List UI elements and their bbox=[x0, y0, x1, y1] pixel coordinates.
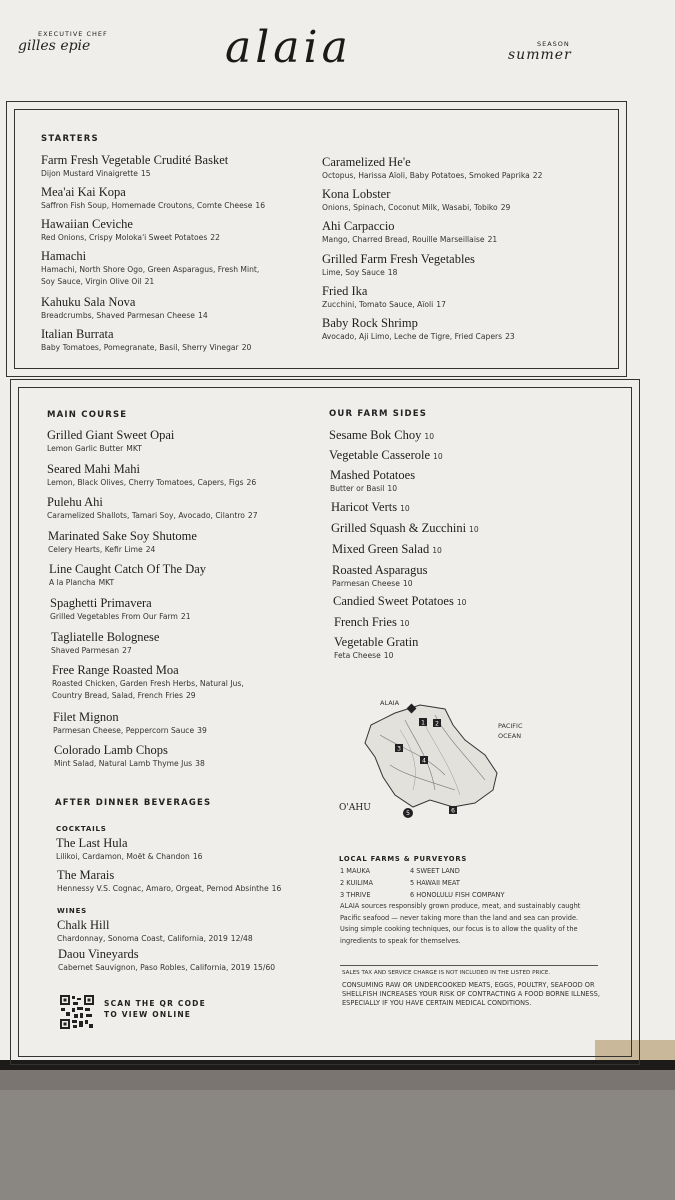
main-item-desc bbox=[47, 443, 174, 455]
starter-item-desc bbox=[41, 232, 220, 244]
side-item-price: 10 bbox=[383, 651, 394, 660]
side-item-name-text: Grilled Squash & Zucchini bbox=[331, 521, 467, 535]
side-item-name bbox=[333, 594, 467, 609]
starter-item-desc-text: Soy Sauce, Virgin Olive Oil bbox=[41, 277, 142, 286]
cocktail-item-desc bbox=[57, 883, 281, 895]
side-item-desc-text: Feta Cheese bbox=[334, 651, 381, 660]
main-item-name bbox=[47, 428, 174, 443]
main-item-price: 39 bbox=[197, 726, 207, 735]
starters-title: STARTERS bbox=[41, 134, 99, 144]
wine-item bbox=[58, 947, 275, 974]
side-item-name-text: Haricot Verts bbox=[331, 500, 398, 514]
cocktail-item bbox=[57, 868, 281, 895]
main-item-price: 24 bbox=[145, 545, 156, 554]
starter-item-desc bbox=[322, 202, 510, 214]
starter-item-price: 22 bbox=[532, 171, 543, 180]
starter-item-price: 18 bbox=[387, 268, 398, 277]
starter-item-name bbox=[322, 316, 515, 331]
chef-label: EXECUTIVE CHEF bbox=[38, 30, 108, 38]
main-item-name bbox=[52, 663, 244, 678]
food-safety-line: SHELLFISH INCREASES YOUR RISK OF CONTRACTING A FOOD BORNE ILLNESS, bbox=[342, 990, 600, 998]
main-item-price: 26 bbox=[246, 478, 257, 487]
starter-item-price: 20 bbox=[241, 343, 252, 352]
main-item bbox=[47, 495, 258, 522]
main-item-name-text: Marinated Sake Soy Shutome bbox=[48, 529, 197, 543]
side-item-name-text: Vegetable Casserole bbox=[329, 448, 431, 462]
starter-item-name-text: Italian Burrata bbox=[41, 327, 114, 341]
side-item-desc-text: Butter or Basil bbox=[330, 484, 385, 493]
chef-name: gilles epie bbox=[18, 38, 91, 54]
main-item-desc-text: Celery Hearts, Kefir Lime bbox=[48, 545, 143, 554]
side-item-price: 10 bbox=[402, 579, 413, 588]
side-item-name-text: Mashed Potatoes bbox=[330, 468, 416, 482]
starter-item-desc-text: Octopus, Harissa Aïoli, Baby Potatoes, Smoked Paprika bbox=[322, 171, 530, 180]
side-item-name-text: French Fries bbox=[334, 615, 397, 629]
cocktail-item-desc bbox=[56, 851, 203, 863]
main-item-desc-text: Roasted Chicken, Garden Fresh Herbs, Natural Jus, bbox=[52, 679, 244, 688]
starter-item-name bbox=[41, 217, 220, 232]
main-item-name bbox=[47, 495, 258, 510]
food-safety-line: ESPECIALLY IF YOU HAVE CERTAIN MEDICAL CONDITIONS. bbox=[342, 999, 532, 1007]
starter-item-desc bbox=[322, 170, 542, 182]
starter-item-name-text: Kahuku Sala Nova bbox=[41, 295, 136, 309]
side-item bbox=[334, 615, 410, 630]
side-item-name-text: Candied Sweet Potatoes bbox=[333, 594, 454, 608]
map-label-alaia: ALAIA bbox=[380, 699, 400, 707]
main-item bbox=[54, 743, 205, 770]
side-item bbox=[329, 448, 443, 463]
main-item-name-text: Colorado Lamb Chops bbox=[54, 743, 168, 757]
side-item bbox=[334, 635, 418, 662]
side-item-desc-text: Parmesan Cheese bbox=[332, 579, 400, 588]
side-item-name bbox=[329, 448, 443, 463]
side-item-name-text: Vegetable Gratin bbox=[334, 635, 419, 649]
wine-item-price: 15/60 bbox=[253, 963, 276, 972]
qr-code-icon[interactable] bbox=[60, 995, 94, 1029]
starter-item-desc bbox=[322, 299, 446, 311]
side-item-price: 10 bbox=[399, 619, 410, 628]
side-item-price: 10 bbox=[400, 504, 410, 513]
main-item-desc-text: Shaved Parmesan bbox=[51, 646, 120, 655]
map-label-pacific: PACIFIC bbox=[498, 722, 523, 730]
main-item bbox=[51, 630, 159, 657]
wine-item-name bbox=[58, 947, 275, 962]
main-item-name bbox=[48, 529, 197, 544]
side-item-price: 10 bbox=[456, 598, 467, 607]
starter-item-name bbox=[322, 155, 542, 170]
starter-item-desc-text: Baby Tomatoes, Pomegranate, Basil, Sherry Vinegar bbox=[41, 343, 239, 352]
starter-item-desc bbox=[322, 331, 515, 343]
side-item-name bbox=[334, 635, 418, 650]
table-surface bbox=[0, 1070, 675, 1200]
side-item-name-text: Sesame Bok Choy bbox=[329, 428, 422, 442]
season-value: summer bbox=[508, 47, 572, 63]
main-course-title: MAIN COURSE bbox=[47, 410, 128, 420]
starter-item-name-text: Mea'ai Kai Kopa bbox=[41, 185, 126, 199]
starter-item-price: 14 bbox=[197, 311, 208, 320]
farm-name: 4 SWEET LAND bbox=[410, 867, 460, 875]
main-item-price: MKT bbox=[98, 578, 115, 587]
starter-item bbox=[41, 249, 259, 288]
wine-item-name bbox=[57, 918, 253, 933]
side-item-price: 10 bbox=[469, 525, 479, 534]
wine-item-price: 12/48 bbox=[230, 934, 253, 943]
season-label: SEASON bbox=[537, 40, 570, 48]
cocktail-item-name bbox=[56, 836, 203, 851]
starter-item bbox=[41, 295, 208, 322]
logo: alaia bbox=[225, 22, 352, 73]
starter-item-name-text: Baby Rock Shrimp bbox=[322, 316, 418, 330]
cocktail-item-price: 16 bbox=[271, 884, 282, 893]
side-item-name-text: Mixed Green Salad bbox=[332, 542, 430, 556]
starter-item-name bbox=[322, 284, 446, 299]
main-item-desc bbox=[51, 645, 159, 657]
starter-item-desc bbox=[41, 264, 259, 276]
wine-item-desc bbox=[57, 933, 253, 945]
starter-item-name bbox=[41, 249, 259, 264]
starter-item-desc bbox=[41, 200, 265, 212]
starter-item-name bbox=[41, 153, 228, 168]
starter-item-name-text: Ahi Carpaccio bbox=[322, 219, 395, 233]
main-item bbox=[53, 710, 207, 737]
farm-name: 5 HAWAII MEAT bbox=[410, 879, 460, 887]
wine-item-name-text: Chalk Hill bbox=[57, 918, 110, 932]
starter-item-price: 16 bbox=[255, 201, 266, 210]
blurb-line: Pacific seafood — never taking more than the land and sea can provide. bbox=[340, 913, 579, 922]
main-item-price: 27 bbox=[247, 511, 258, 520]
main-item bbox=[47, 462, 256, 489]
side-item-desc bbox=[330, 483, 415, 495]
wine-item-name-text: Daou Vineyards bbox=[58, 947, 139, 961]
main-item-desc bbox=[47, 510, 258, 522]
side-item-name bbox=[331, 521, 479, 536]
main-item-desc-text: Lemon, Black Olives, Cherry Tomatoes, Capers, Figs bbox=[47, 478, 244, 487]
starter-item-desc-text: Lime, Soy Sauce bbox=[322, 268, 385, 277]
starter-item bbox=[41, 217, 220, 244]
main-item-name bbox=[53, 710, 207, 725]
cocktail-item-desc-text: Hennessy V.S. Cognac, Amaro, Orgeat, Pernod Absinthe bbox=[57, 884, 269, 893]
wines-label: WINES bbox=[57, 907, 88, 915]
beverages-title: AFTER DINNER BEVERAGES bbox=[55, 798, 212, 808]
side-item-price: 10 bbox=[387, 484, 398, 493]
starter-item-name bbox=[41, 185, 265, 200]
starter-item bbox=[322, 219, 497, 246]
main-item-name bbox=[54, 743, 205, 758]
main-item-desc bbox=[50, 611, 191, 623]
side-item bbox=[332, 563, 427, 590]
main-item bbox=[52, 663, 244, 702]
oahu-map bbox=[335, 695, 575, 825]
starter-item bbox=[41, 185, 265, 212]
side-item-desc bbox=[334, 650, 418, 662]
main-item-price: 21 bbox=[180, 612, 191, 621]
wine-item-desc bbox=[58, 962, 275, 974]
farm-name: 6 HONOLULU FISH COMPANY bbox=[410, 891, 505, 899]
main-item-price: 29 bbox=[185, 691, 196, 700]
starter-item-name bbox=[41, 327, 251, 342]
farm-name: 3 THRIVE bbox=[340, 891, 371, 899]
wine-item-desc-text: Chardonnay, Sonoma Coast, California, 2019 bbox=[57, 934, 228, 943]
main-item-desc bbox=[54, 758, 205, 770]
side-item-desc bbox=[332, 578, 427, 590]
side-item-name bbox=[332, 542, 442, 557]
farm-name: 2 KUILIMA bbox=[340, 879, 374, 887]
blurb-line: ingredients to speak for themselves. bbox=[340, 936, 461, 945]
wine-item-desc-text: Cabernet Sauvignon, Paso Robles, California, 2019 bbox=[58, 963, 251, 972]
starter-item-name-text: Grilled Farm Fresh Vegetables bbox=[322, 252, 475, 266]
main-item-name-text: Spaghetti Primavera bbox=[50, 596, 152, 610]
main-item-name-text: Seared Mahi Mahi bbox=[47, 462, 141, 476]
main-item-name-text: Free Range Roasted Moa bbox=[52, 663, 179, 677]
main-item bbox=[47, 428, 174, 455]
side-item bbox=[330, 468, 415, 495]
starter-item-price: 21 bbox=[144, 277, 155, 286]
cocktails-label: COCKTAILS bbox=[56, 825, 107, 833]
starter-item-name bbox=[322, 252, 475, 267]
tax-notice: SALES TAX AND SERVICE CHARGE IS NOT INCLUDED IN THE LISTED PRICE. bbox=[342, 970, 551, 976]
starter-item-name-text: Caramelized He'e bbox=[322, 155, 411, 169]
main-item-name-text: Filet Mignon bbox=[53, 710, 119, 724]
cocktail-item bbox=[56, 836, 203, 863]
side-item-name bbox=[331, 500, 410, 515]
side-item-price: 10 bbox=[433, 452, 443, 461]
starter-item bbox=[41, 327, 251, 354]
wine-item bbox=[57, 918, 253, 945]
starter-item bbox=[322, 252, 475, 279]
map-label-ocean: OCEAN bbox=[498, 732, 522, 740]
cocktail-item-price: 16 bbox=[192, 852, 203, 861]
side-item-name bbox=[334, 615, 410, 630]
starter-item bbox=[322, 155, 542, 182]
map-label-island: O'AHU bbox=[339, 803, 371, 813]
side-item bbox=[332, 542, 442, 557]
side-item-price: 10 bbox=[424, 432, 435, 441]
starter-item-desc bbox=[41, 168, 228, 180]
starter-item bbox=[322, 316, 515, 343]
blurb-line: Using simple cooking techniques, our focus is to allow the quality of the bbox=[340, 925, 578, 933]
starter-item-desc-text: Saffron Fish Soup, Homemade Croutons, Comte Cheese bbox=[41, 201, 253, 210]
starter-item-price: 23 bbox=[505, 332, 515, 341]
starter-item-desc bbox=[322, 267, 475, 279]
map-marker-2: 2 bbox=[435, 720, 439, 728]
main-item-desc-text: Country Bread, Salad, French Fries bbox=[52, 691, 183, 700]
starter-item-desc-text: Onions, Spinach, Coconut Milk, Wasabi, Tobiko bbox=[322, 203, 498, 212]
main-item-desc-text: Grilled Vegetables From Our Farm bbox=[50, 612, 178, 621]
starter-item-name-text: Kona Lobster bbox=[322, 187, 391, 201]
side-item-price: 10 bbox=[432, 546, 442, 555]
qr-line-2: TO VIEW ONLINE bbox=[104, 1010, 192, 1019]
starter-item-desc-text: Dijon Mustard Vinaigrette bbox=[41, 169, 138, 178]
starter-item-name bbox=[322, 187, 510, 202]
side-item bbox=[329, 428, 434, 443]
main-item-desc-text: Mint Salad, Natural Lamb Thyme Jus bbox=[54, 759, 193, 768]
map-marker-6: 6 bbox=[451, 807, 455, 815]
main-item-desc bbox=[52, 678, 244, 690]
starter-item-price: 22 bbox=[210, 233, 220, 242]
farm-sides-title: OUR FARM SIDES bbox=[329, 409, 428, 419]
starter-item bbox=[41, 153, 228, 180]
map-marker-1: 1 bbox=[421, 719, 425, 727]
farm-name: 1 MAUKA bbox=[340, 867, 371, 875]
main-item-desc bbox=[53, 725, 207, 737]
map-marker-4: 4 bbox=[422, 757, 426, 765]
starter-item bbox=[322, 284, 446, 311]
main-item-desc-text: Parmesan Cheese, Peppercorn Sauce bbox=[53, 726, 195, 735]
side-item-name bbox=[332, 563, 427, 578]
starter-item-price: 17 bbox=[436, 300, 446, 309]
disclaimer-divider bbox=[340, 965, 598, 966]
side-item-name bbox=[329, 428, 434, 443]
main-item-name-text: Line Caught Catch Of The Day bbox=[49, 562, 207, 576]
side-item-name bbox=[330, 468, 415, 483]
main-item-name bbox=[49, 562, 206, 577]
cocktail-item-desc-text: Lilikoi, Cardamon, Moët & Chandon bbox=[56, 852, 190, 861]
starter-item-name-text: Hawaiian Ceviche bbox=[41, 217, 133, 231]
main-item-desc bbox=[48, 544, 197, 556]
map-marker-3: 3 bbox=[397, 745, 401, 753]
map-marker-5: 5 bbox=[406, 810, 410, 817]
main-item-desc bbox=[49, 577, 206, 589]
cocktail-item-name bbox=[57, 868, 281, 883]
starter-item-desc bbox=[41, 342, 251, 354]
main-item-price: MKT bbox=[126, 444, 142, 453]
main-item-price: 27 bbox=[122, 646, 132, 655]
starter-item-desc-text: Red Onions, Crispy Moloka'i Sweet Potatoes bbox=[41, 233, 208, 242]
blurb-line: ALAIA sources responsibly grown produce, meat, and sustainably caught bbox=[340, 902, 581, 910]
starter-item-desc-text: Mango, Charred Bread, Rouille Marseillaise bbox=[322, 235, 485, 244]
main-item-name bbox=[50, 596, 191, 611]
food-safety-line: CONSUMING RAW OR UNDERCOOKED MEATS, EGGS, POULTRY, SEAFOOD OR bbox=[342, 981, 595, 989]
main-item bbox=[48, 529, 197, 556]
main-item-desc bbox=[47, 477, 256, 489]
side-item bbox=[333, 594, 467, 609]
cocktail-item-name-text: The Marais bbox=[57, 868, 115, 882]
farms-title: LOCAL FARMS & PURVEYORS bbox=[339, 855, 468, 863]
main-item bbox=[49, 562, 206, 589]
main-item-desc-text: A la Plancha bbox=[49, 578, 96, 587]
starter-item-name-text: Farm Fresh Vegetable Crudité Basket bbox=[41, 153, 229, 167]
starter-item-desc bbox=[41, 276, 259, 288]
starter-item-name-text: Hamachi bbox=[41, 249, 87, 263]
main-item-desc bbox=[52, 690, 244, 702]
starter-item-price: 21 bbox=[487, 235, 498, 244]
main-item-name-text: Pulehu Ahi bbox=[47, 495, 103, 509]
main-item-name-text: Grilled Giant Sweet Opai bbox=[47, 428, 175, 442]
qr-line-1: SCAN THE QR CODE bbox=[104, 999, 206, 1008]
starter-item-desc-text: Breadcrumbs, Shaved Parmesan Cheese bbox=[41, 311, 195, 320]
main-item-desc-text: Caramelized Shallots, Tamari Soy, Avocado, Cilantro bbox=[47, 511, 245, 520]
starter-item-desc-text: Zucchini, Tomato Sauce, Aïoli bbox=[322, 300, 434, 309]
starter-item-desc-text: Avocado, Aji Limo, Leche de Tigre, Fried Capers bbox=[322, 332, 503, 341]
starter-item-desc-text: Hamachi, North Shore Ogo, Green Asparagus, Fresh Mint, bbox=[41, 265, 260, 274]
main-item-name bbox=[51, 630, 159, 645]
starter-item-desc bbox=[41, 310, 208, 322]
starter-item-name bbox=[322, 219, 497, 234]
side-item bbox=[331, 521, 479, 536]
starter-item bbox=[322, 187, 510, 214]
starter-item-desc bbox=[322, 234, 497, 246]
starter-item-name-text: Fried Ika bbox=[322, 284, 368, 298]
main-item bbox=[50, 596, 191, 623]
main-item-price: 38 bbox=[195, 759, 205, 768]
main-item-desc-text: Lemon Garlic Butter bbox=[47, 444, 124, 453]
starter-item-price: 29 bbox=[500, 203, 511, 212]
starter-item-price: 15 bbox=[140, 169, 151, 178]
side-item bbox=[331, 500, 410, 515]
main-item-name-text: Tagliatelle Bolognese bbox=[51, 630, 160, 644]
main-item-name bbox=[47, 462, 256, 477]
starter-item-name bbox=[41, 295, 208, 310]
side-item-name-text: Roasted Asparagus bbox=[332, 563, 428, 577]
cocktail-item-name-text: The Last Hula bbox=[56, 836, 128, 850]
